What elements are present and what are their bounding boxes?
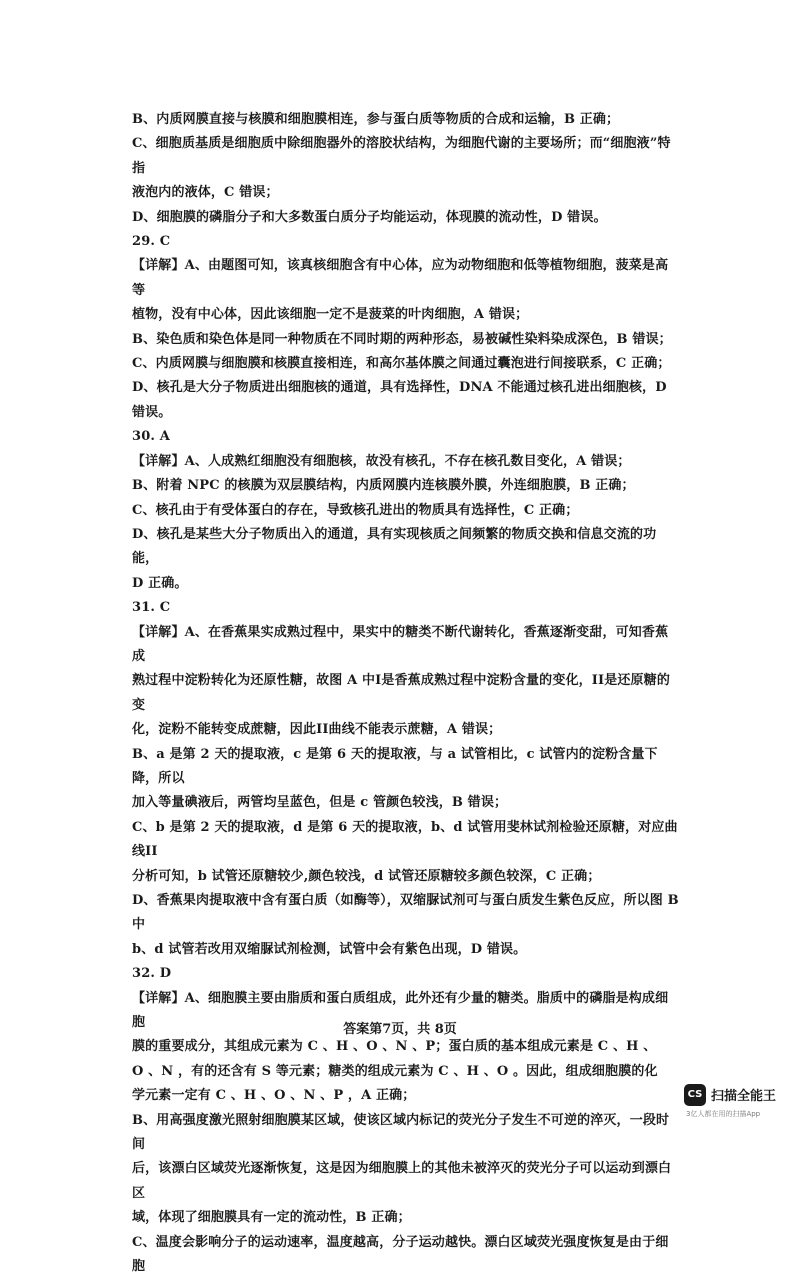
text-line: 化，淀粉不能转变成蔗糖，因此II曲线不能表示蔗糖，A 错误； <box>132 722 502 738</box>
text-line: D、核孔是大分子物质进出细胞核的通道，具有选择性，DNA 不能通过核孔进出细胞核，D 错误。 <box>132 380 667 420</box>
text-line: 液泡内的液体，C 错误； <box>132 185 279 201</box>
text-line: D、细胞膜的磷脂分子和大多数蛋白质分子均能运动，体现膜的流动性，D 错误。 <box>132 209 607 225</box>
watermark-app-name: 扫描全能王 <box>711 1089 777 1104</box>
text-line: D、核孔是某些大分子物质出入的通道，具有实现核质之间频繁的物质交换和信息交流的功能， <box>132 526 657 567</box>
text-line: B、内质网膜直接与核膜和细胞膜相连，参与蛋白质等物质的合成和运输，B 正确； <box>132 112 620 127</box>
text-line: C、b 是第 2 天的提取液，d 是第 6 天的提取液，b、d 试管用斐林试剂检验还原糖，对应曲线II <box>132 819 678 860</box>
question-number: 31. C <box>132 600 171 616</box>
text-line: 加入等量碘液后，两管均呈蓝色，但是 c 管颜色较浅，B 错误； <box>132 795 508 811</box>
text-line: 植物，没有中心体，因此该细胞一定不是菠菜的叶肉细胞，A 错误； <box>132 307 529 323</box>
text-line: D、香蕉果肉提取液中含有蛋白质（如酶等），双缩脲试剂可与蛋白质发生紫色反应，所以图 B 中 <box>132 893 679 933</box>
answer-text-body <box>132 108 680 1280</box>
text-line: 熟过程中淀粉转化为还原性糖，故图 A 中I是香蕉成熟过程中淀粉含量的变化，II是还原糖的变 <box>132 673 670 713</box>
text-line: 【详解】A、由题图可知，该真核细胞含有中心体，应为动物细胞和低等植物细胞，菠菜是高等 <box>132 258 669 298</box>
text-line: 后，该漂白区域荧光逐渐恢复，这是因为细胞膜上的其他未被淬灭的荧光分子可以运动到漂白区 <box>132 1161 672 1201</box>
text-line: 学元素一定有 C 、H 、O 、N 、P ，A 正确； <box>132 1088 416 1104</box>
camscanner-logo-icon: CS <box>684 1084 706 1106</box>
text-line: 域，体现了细胞膜具有一定的流动性，B 正确； <box>132 1210 411 1226</box>
text-line: b、d 试管若改用双缩脲试剂检测，试管中会有紫色出现，D 错误。 <box>132 941 527 957</box>
text-line: C、温度会影响分子的运动速率，温度越高，分子运动越快。漂白区域荧光强度恢复是由于细胞 <box>132 1234 669 1275</box>
text-line: C、核孔由于有受体蛋白的存在，导致核孔进出的物质具有选择性，C 正确； <box>132 502 579 518</box>
question-number: 32. D <box>132 966 172 982</box>
page-footer: 答案第7页，共 8页 <box>343 1022 457 1037</box>
text-line: 【详解】A、在香蕉果实成熟过程中，果实中的糖类不断代谢转化，香蕉逐渐变甜，可知香蕉成 <box>132 624 669 664</box>
text-line: B、染色质和染色体是同一种物质在不同时期的两种形态，易被碱性染料染成深色，B 错误； <box>132 331 672 347</box>
text-line: 【详解】A、细胞膜主要由脂质和蛋白质组成，此外还有少量的糖类。脂质中的磷脂是构成细胞 <box>132 990 669 1031</box>
text-line: D 正确。 <box>132 575 188 591</box>
text-line: 膜的重要成分，其组成元素为 C 、H 、O 、N 、P；蛋白质的基本组成元素是 C 、H 、 <box>132 1039 657 1055</box>
text-line: B、a 是第 2 天的提取液，c 是第 6 天的提取液，与 a 试管相比，c 试管内的淀粉含量下降，所以 <box>132 746 658 786</box>
watermark-tagline: 3亿人都在用的扫描App <box>686 1110 761 1118</box>
text-line: C、内质网膜与细胞膜和核膜直接相连，和高尔基体膜之间通过囊泡进行间接联系，C 正确； <box>132 356 671 372</box>
text-line: C、细胞质基质是细胞质中除细胞器外的溶胶状结构，为细胞代谢的主要场所；而“细胞液”特指 <box>132 136 671 176</box>
text-line: 【详解】A、人成熟红细胞没有细胞核，故没有核孔，不存在核孔数目变化，A 错误； <box>132 453 631 469</box>
text-line: 分析可知，b 试管还原糖较少,颜色较浅，d 试管还原糖较多颜色较深，C 正确； <box>132 868 601 884</box>
camscanner-watermark <box>684 1082 790 1122</box>
question-number: 29. C <box>132 234 171 250</box>
question-number: 30. A <box>132 429 170 445</box>
text-line: O 、N ，有的还含有 S 等元素；糖类的组成元素为 C 、H 、O 。因此，组成细胞膜的化 <box>132 1063 658 1079</box>
text-line: B、用高强度激光照射细胞膜某区域，使该区域内标记的荧光分子发生不可逆的淬灭，一段时间 <box>132 1112 670 1153</box>
text-line: B、附着 NPC 的核膜为双层膜结构，内质网膜内连核膜外膜，外连细胞膜，B 正确； <box>132 478 635 494</box>
